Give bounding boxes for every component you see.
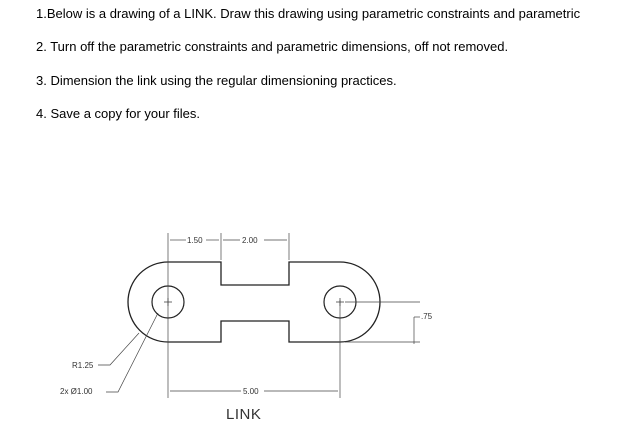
center-marks xyxy=(164,298,344,306)
right-dimension xyxy=(414,317,420,344)
instruction-step-3: 3. Dimension the link using the regular dimensioning practices. xyxy=(36,73,397,88)
drawing-caption: LINK xyxy=(226,406,262,423)
instruction-step-4: 4. Save a copy for your files. xyxy=(36,106,201,121)
instruction-step-1: 1.Below is a drawing of a LINK. Draw this drawing using parametric constraints and parametric xyxy=(36,6,581,21)
dim-top-left: 1.50 xyxy=(187,236,203,245)
extension-lines xyxy=(168,233,420,398)
dim-right: .75 xyxy=(421,312,433,321)
instruction-step-2: 2. Turn off the parametric constraints and parametric dimensions, off not removed. xyxy=(36,39,509,54)
dim-radius: R1.25 xyxy=(72,361,94,370)
dim-bottom: 5.00 xyxy=(243,387,259,396)
radius-leader xyxy=(98,333,139,365)
dim-holes: 2x Ø1.00 xyxy=(60,387,93,396)
dim-top-right: 2.00 xyxy=(242,236,258,245)
holes-leader xyxy=(106,313,158,392)
